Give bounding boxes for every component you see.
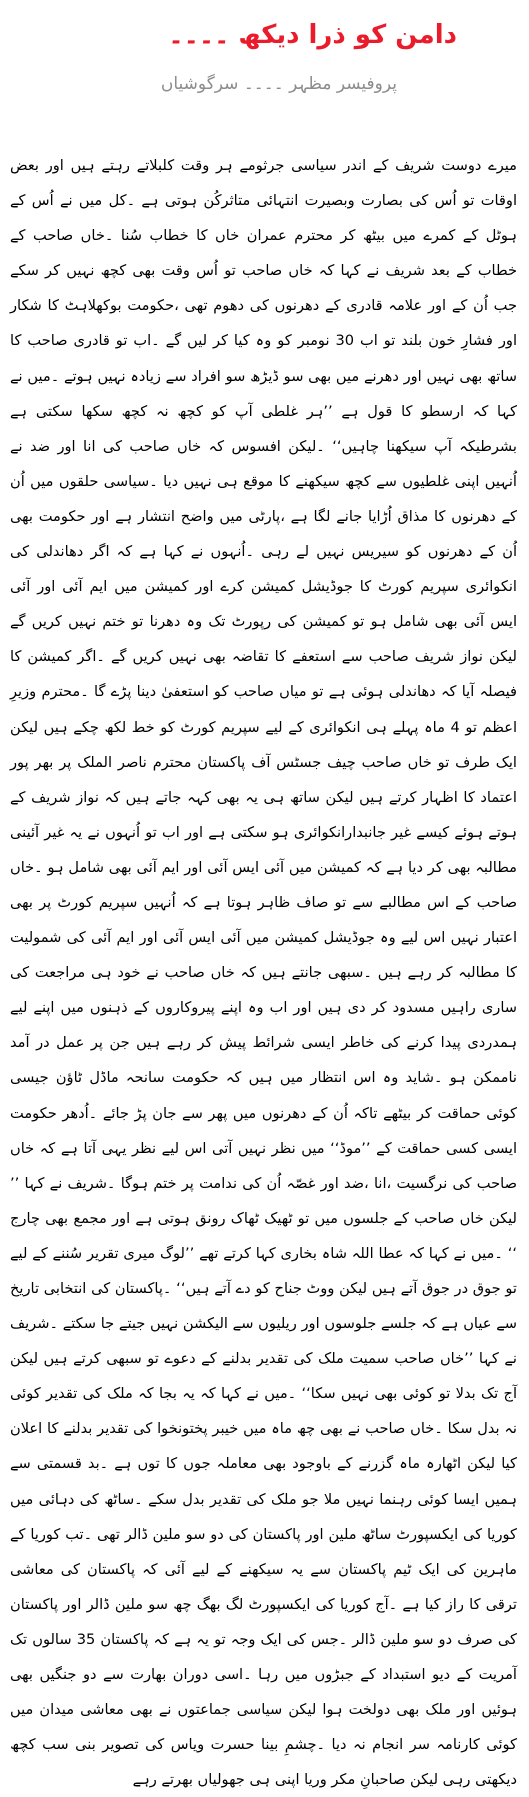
article-body: میرے دوست شریف کے اندر سیاسی جرثومے ہر وقت کلبلاتے رہتے ہیں اور بعض اوقات تو اُس کی بصارت وبصیرت انتہائی متاثرکُن ہوتی ہے ۔کل میں نے اُس کے ہوٹل کے کمرے میں بیٹھ کر محترم عمران خاں کا خطاب سُنا ۔خاں صاحب کے خطاب کے بعد شریف نے کہا کہ خاں صاحب تو اُس وقت بھی کچھ نہیں کر سکے جب اُن کے اور علامہ قادری کے دھرنوں کی دھوم تھی ،حکومت بوکھلاہٹ کا شکار اور فشارِ خون بلند تو اب 30 نومبر کو وہ کیا کر لیں گے ۔اب تو قادری صاحب کا ساتھ بھی نہیں اور دھرنے میں بھی سو ڈیڑھ سو افراد سے زیادہ نہیں ہوتے ۔میں نے کہا کہ ارسطو کا قول ہے ’’ہر غلطی آپ کو کچھ نہ کچھ سکھا سکتی ہے بشرطیکہ آپ سیکھنا چاہیں‘‘ ۔لیکن افسوس کہ خاں صاحب کی انا اور ضد نے اُنہیں اپنی غلطیوں سے کچھ سیکھنے کا موقع ہی نہیں دیا ۔سیاسی حلقوں میں اُن کے دھرنوں کا مذاق اُڑایا جانے لگا ہے ،پارٹی میں واضح انتشار ہے اور حکومت بھی اُن کے دھرنوں کو سیریس نہیں لے رہی ۔اُنہوں نے کہا ہے کہ اگر دھاندلی کی انکوائری سپریم کورٹ کا جوڈیشل کمیشن کرے اور کمیشن میں ایم آئی اور آئی ایس آئی بھی شامل ہو تو کمیشن کی رپورٹ تک وہ دھرنا تو ختم نہیں کریں گے لیکن نواز شریف صاحب سے استعفے کا تقاضہ بھی نہیں کریں گے ۔اگر کمیشن کا فیصلہ آیا کہ دھاندلی ہوئی ہے تو میاں صاحب کو استعفیٰ دینا پڑے گا ۔محترم وزیرِ اعظم تو 4 ماہ پہلے ہی انکوائری کے لیے سپریم کورٹ کو خط لکھ چکے ہیں لیکن ایک طرف تو خاں صاحب چیف جسٹس آف پاکستان محترم ناصر الملک پر بھر پور اعتماد کا اظہار کرتے ہیں لیکن ساتھ ہی یہ بھی کہہ جاتے ہیں کہ نواز شریف کے ہوتے ہوئے کیسے غیر جانبدارانکوائری ہو سکتی ہے اور اب تو اُنہوں نے یہ غیر آئینی مطالبہ بھی کر دیا ہے کہ کمیشن میں آئی ایس آئی اور ایم آئی بھی شامل ہو ۔خاں صاحب کے اس مطالبے سے تو صاف ظاہر ہوتا ہے کہ اُنہیں سپریم کورٹ پر بھی اعتبار نہیں اس لیے وہ جوڈیشل کمیشن میں آئی ایس آئی اور ایم آئی کی شمولیت کا مطالبہ کر رہے ہیں ۔سبھی جانتے ہیں کہ خاں صاحب نے خود ہی مراجعت کی ساری راہیں مسدود کر دی ہیں اور اب وہ اپنے پیروکاروں کے ذہنوں میں اپنے لیے ہمدردی پیدا کرنے کی خاطر ایسی شرائط پیش کر رہے ہیں جن پر عمل در آمد ناممکن ہو ۔شاید وہ اس انتظار میں ہیں کہ حکومت سانحہ ماڈل ٹاؤن جیسی کوئی حماقت کر بیٹھے تاکہ اُن کے دھرنوں میں پھر سے جان پڑ جائے ۔اُدھر حکومت ایسی کسی حماقت کے ’’موڈ‘‘ میں نظر نہیں آتی اس لیے نظر یہی آتا ہے کہ خاں صاحب کی نرگسیت ،انا ،ضد اور غصّہ اُن کی ندامت پر ختم ہوگا ۔شریف نے کہا ’’ لیکن خاں صاحب کے جلسوں میں تو ٹھیک ٹھاک رونق ہوتی ہے اور مجمع بھی چارج ‘‘ ۔میں نے کہا کہ عطا اللہ شاہ بخاری کہا کرتے تھے ’’لوگ میری تقریر سُننے کے لیے تو جوق در جوق آتے ہیں لیکن ووٹ جناح کو دے آتے ہیں‘‘ ۔پاکستان کی انتخابی تاریخ سے عیاں ہے کہ جلسے جلوسوں اور ریلیوں سے الیکشن نہیں جیتے جا سکتے ۔شریف نے کہا ’’خاں صاحب سمیت ملک کی تقدیر بدلنے کے دعوے تو سبھی کرتے ہیں لیکن آج تک بدلا تو کوئی بھی نہیں سکا‘‘ ۔میں نے کہا کہ یہ بجا کہ ملک کی تقدیر کوئی نہ بدل سکا ۔خاں صاحب نے بھی چھ ماہ میں خیبر پختونخوا کی تقدیر بدلنے کا اعلان کیا لیکن اٹھارہ ماہ گزرنے کے باوجود بھی معاملہ جوں کا توں ہے ۔بد قسمتی سے ہمیں ایسا کوئی رہنما نہیں ملا جو ملک کی تقدیر بدل سکے ۔ساٹھ کی دہائی میں کوریا کی ایکسپورٹ ساٹھ ملین اور پاکستان کی دو سو ملین ڈالر تھی ۔تب کوریا کے ماہرین کی ایک ٹیم پاکستان سے یہ سیکھنے کے لیے آئی کہ پاکستان کی معاشی ترقی کا راز کیا ہے ۔آج کوریا کی ایکسپورٹ لگ بھگ چھ سو ملین ڈالر اور پاکستان کی صرف دو سو ملین ڈالر ۔جس کی ایک وجہ تو یہ ہے کہ پاکستان 35 سالوں تک آمریت کے دیو استبداد کے جبڑوں میں رہا ۔اسی دوران بھارت سے دو جنگیں بھی ہوئیں اور ملک بھی دولخت ہوا لیکن سیاسی جماعتوں نے بھی معاشی میدان میں کوئی کارنامہ سر انجام نہ دیا ۔چشمِ بینا حسرت ویاس کی تصویر بنی سب کچھ دیکھتی رہی لیکن صاحبانِ مکر وریا اپنی ہی جھولیاں بھرتے رہے — [10, 157, 518, 1789]
column-page — [0, 18, 529, 1789]
article-headline: دامن کو ذرا دیکھ ۔۔۔۔ — [168, 20, 457, 50]
article-byline: پروفیسر مظہر ۔۔۔۔ سرگوشیاں — [160, 74, 397, 94]
